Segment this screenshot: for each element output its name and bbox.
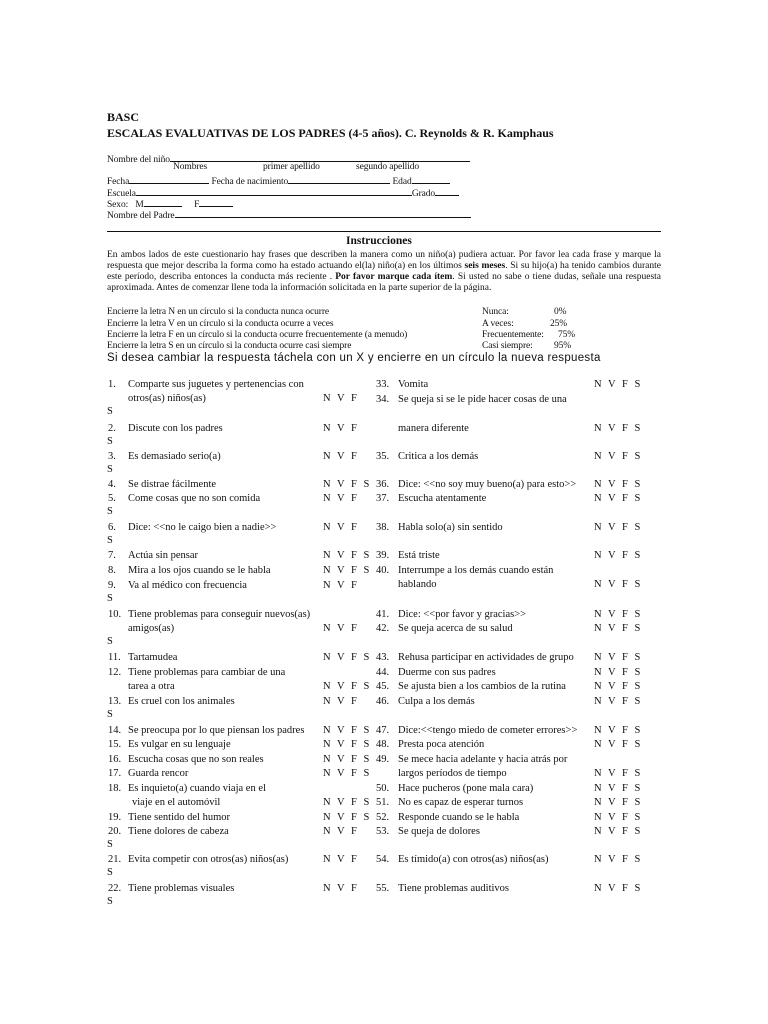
item-text: Presta poca atención (398, 739, 485, 750)
response-options[interactable]: N V F S (594, 550, 643, 561)
item-text: Tiene problemas auditivos (398, 883, 510, 894)
response-option-s[interactable]: S (107, 839, 115, 850)
item-number: 48. (376, 739, 390, 750)
response-options[interactable]: N V F S (323, 565, 372, 576)
birthdate-label: Fecha de nacimiento (211, 177, 289, 187)
item-number: 54. (376, 854, 390, 865)
item-text: manera diferente (398, 423, 469, 434)
item-number: 33. (376, 379, 390, 390)
item-number: 6. (108, 522, 116, 533)
item-number: 40. (376, 565, 390, 576)
item-text: Tiene problemas para conseguir nuevos(as) (128, 609, 311, 620)
item-text: Habla solo(a) sin sentido (398, 522, 503, 533)
rule-percent: 95% (554, 341, 572, 351)
item-text: Mira a los ojos cuando se le habla (128, 565, 271, 576)
item-number: 13. (108, 696, 122, 707)
school-label: Escuela (107, 189, 136, 199)
document-subtitle: ESCALAS EVALUATIVAS DE LOS PADRES (4-5 años). C. Reynolds & R. Kamphaus (107, 126, 554, 140)
item-number: 53. (376, 826, 390, 837)
response-options[interactable]: N V F (323, 522, 359, 533)
sex-f-input[interactable] (199, 197, 233, 207)
document-title: BASC (107, 110, 140, 124)
item-text: Dice: <<no le caigo bien a nadie>> (128, 522, 277, 533)
item-number: 43. (376, 652, 390, 663)
item-text: Come cosas que no son comida (128, 493, 261, 504)
response-options[interactable]: N V F S (323, 754, 372, 765)
response-option-s[interactable]: S (107, 867, 115, 878)
item-number: 7. (108, 550, 116, 561)
instructions-text-2: . Si su hijo(a) ha tenido cambios durante este período, describa entonces la conducta más reciente . (107, 261, 661, 282)
item-number: 15. (108, 739, 122, 750)
item-text: Está triste (398, 550, 440, 561)
response-options[interactable]: N V F S (323, 812, 372, 823)
instructions-paragraph (107, 250, 661, 294)
response-option-s[interactable]: S (107, 709, 115, 720)
response-options[interactable]: N V F S (594, 768, 643, 779)
item-number: 18. (108, 783, 122, 794)
item-number: 16. (108, 754, 122, 765)
school-input[interactable] (136, 186, 412, 196)
response-options[interactable]: N V F S (323, 768, 372, 779)
response-options[interactable]: N V F S (594, 423, 643, 434)
response-options[interactable]: N V F S (594, 826, 643, 837)
rule-label: Casi siempre: (482, 341, 533, 351)
response-options[interactable]: N V F S (594, 883, 643, 894)
change-instruction: Si desea cambiar la respuesta táchela con un X y encierre en un círculo la nueva respuesta (107, 352, 601, 364)
response-options[interactable]: N V F (323, 423, 359, 434)
item-number: 44. (376, 667, 390, 678)
item-text: Tiene dolores de cabeza (128, 826, 229, 837)
response-options[interactable]: N V F S (594, 681, 643, 692)
item-text: Se preocupa por lo que piensan los padres (128, 725, 305, 736)
response-options[interactable]: N V F S (594, 783, 643, 794)
response-option-s[interactable]: S (107, 535, 115, 546)
grade-label: Grado (411, 189, 436, 199)
item-text: Es vulgar en su lenguaje (128, 739, 231, 750)
rule-text: Encierre la letra S en un círculo si la conducta ocurre casi siempre (107, 341, 352, 351)
item-text: Es inquieto(a) cuando viaja en el (128, 783, 266, 794)
item-text: Escucha cosas que no son reales (128, 754, 264, 765)
child-name-input[interactable] (170, 152, 470, 162)
item-number: 22. (108, 883, 122, 894)
response-options[interactable]: N V F (323, 826, 359, 837)
item-text: Critica a los demás (398, 451, 479, 462)
response-options[interactable]: N V F (323, 696, 359, 707)
response-options[interactable]: N V F S (594, 522, 643, 533)
response-option-s[interactable]: S (107, 896, 115, 907)
rule-percent: 75% (558, 330, 576, 340)
child-name-label: Nombre del niño (107, 155, 170, 165)
response-option-s[interactable]: S (107, 506, 115, 517)
item-text: No es capaz de esperar turnos (398, 797, 524, 808)
sex-f-label: F (194, 200, 200, 210)
item-text: Es tímido(a) con otros(as) niños(as) (398, 854, 549, 865)
item-text: Rehusa participar en actividades de grupo (398, 652, 574, 663)
response-options[interactable]: N V F S (594, 812, 643, 823)
section-divider (107, 231, 661, 232)
item-text: Se mece hacia adelante y hacia atrás por (398, 754, 568, 765)
response-options[interactable]: N V F S (594, 652, 643, 663)
rule-text: Encierre la letra V en un círculo si la conducta ocurre a veces (107, 319, 334, 329)
response-options[interactable]: N V F S (594, 696, 643, 707)
item-text: Actúa sin pensar (128, 550, 198, 561)
response-option-s[interactable]: S (107, 406, 115, 417)
response-options[interactable]: N V F (323, 623, 359, 634)
item-number: 12. (108, 667, 122, 678)
response-option-s[interactable]: S (107, 436, 115, 447)
name-part-nombres: Nombres (173, 162, 208, 172)
item-text: Responde cuando se le habla (398, 812, 520, 823)
item-text: amigos(as) (128, 623, 175, 634)
response-options[interactable]: N V F S (594, 797, 643, 808)
response-options[interactable]: N V F S (594, 379, 643, 390)
response-options[interactable]: N V F S (323, 681, 372, 692)
item-text: Se queja de dolores (398, 826, 480, 837)
rule-text: Encierre la letra N en un círculo si la conducta nunca ocurre (107, 307, 330, 317)
item-text: Culpa a los demás (398, 696, 475, 707)
item-text: Guarda rencor (128, 768, 189, 779)
item-number: 50. (376, 783, 390, 794)
item-number: 49. (376, 754, 390, 765)
item-text: Se queja si se le pide hacer cosas de una (398, 394, 567, 405)
grade-input[interactable] (435, 186, 459, 196)
sex-m-input[interactable] (144, 197, 182, 207)
response-option-s[interactable]: S (107, 636, 115, 647)
response-options[interactable]: N V F S (594, 667, 643, 678)
item-number: 45. (376, 681, 390, 692)
item-number: 36. (376, 479, 390, 490)
item-text: Tiene sentido del humor (128, 812, 230, 823)
item-text: Tiene problemas visuales (128, 883, 235, 894)
item-text: Vomita (398, 379, 429, 390)
response-options[interactable]: N V F S (594, 579, 643, 590)
item-number: 8. (108, 565, 116, 576)
instructions-bold-2: Por favor marque cada ítem (335, 272, 453, 282)
birthdate-input[interactable] (288, 174, 390, 184)
item-text: largos períodos de tiempo (398, 768, 507, 779)
item-number: 41. (376, 609, 390, 620)
item-number: 5. (108, 493, 116, 504)
item-text: Se distrae fácilmente (128, 479, 217, 490)
name-part-primer-apellido: primer apellido (263, 162, 320, 172)
item-number: 38. (376, 522, 390, 533)
item-text: Evita competir con otros(as) niños(as) (128, 854, 289, 865)
rule-label: A veces: (482, 319, 514, 329)
field-parent-row (107, 208, 471, 221)
response-options[interactable]: N V F S (323, 725, 372, 736)
age-input[interactable] (412, 174, 450, 184)
item-text: hablando (398, 579, 437, 590)
name-part-segundo-apellido: segundo apellido (356, 162, 420, 172)
parent-name-input[interactable] (175, 208, 471, 218)
item-text: otros(as) niños(as) (128, 393, 206, 404)
item-text: Tartamudea (128, 652, 178, 663)
parent-name-label: Nombre del Padre (107, 211, 175, 221)
response-options[interactable]: N V F (323, 493, 359, 504)
item-number: 14. (108, 725, 122, 736)
response-options[interactable]: N V F S (594, 739, 643, 750)
rule-label: Frecuentemente: (482, 330, 544, 340)
sex-m-label: M (135, 200, 144, 210)
item-number: 47. (376, 725, 390, 736)
item-number: 46. (376, 696, 390, 707)
response-options[interactable]: N V F S (323, 739, 372, 750)
rule-text: Encierre la letra F en un círculo si la conducta ocurre frecuentemente (a menudo) (107, 330, 408, 340)
item-text: Escucha atentamente (398, 493, 487, 504)
item-number: 39. (376, 550, 390, 561)
item-number: 34. (376, 394, 390, 405)
item-number: 17. (108, 768, 122, 779)
response-options[interactable]: N V F (323, 393, 359, 404)
item-number: 11. (108, 652, 121, 663)
item-text: Duerme con sus padres (398, 667, 496, 678)
item-text: Es demasiado serio(a) (128, 451, 221, 462)
response-options[interactable]: N V F S (594, 451, 643, 462)
item-text: Tiene problemas para cambiar de una (128, 667, 286, 678)
item-number: 55. (376, 883, 390, 894)
response-options[interactable]: N V F S (594, 609, 643, 620)
item-number: 37. (376, 493, 390, 504)
response-options[interactable]: N V F S (594, 623, 643, 634)
item-number: 2. (108, 423, 116, 434)
date-input[interactable] (129, 174, 209, 184)
instructions-heading: Instrucciones (346, 235, 412, 247)
response-option-s[interactable]: S (107, 464, 115, 475)
response-options[interactable]: N V F S (323, 550, 372, 561)
instructions-bold-1: seis meses (464, 261, 506, 271)
response-options[interactable]: N V F (323, 854, 359, 865)
rule-label: Nunca: (482, 307, 509, 317)
item-number: 35. (376, 451, 390, 462)
response-options[interactable]: N V F S (323, 652, 372, 663)
item-number: 19. (108, 812, 122, 823)
response-option-s[interactable]: S (107, 593, 115, 604)
response-options[interactable]: N V F S (323, 479, 372, 490)
item-number: 10. (108, 609, 122, 620)
item-number: 52. (376, 812, 390, 823)
item-number: 4. (108, 479, 116, 490)
instructions-text-1: En ambos lados de este cuestionario hay frases que describen la manera como un niño(a) pudiera actuar. Por favor lea cada frase y marque la respuesta que mejor describa la forma como ha estado actuando el(la) niño(a) en los últimos (107, 250, 661, 271)
age-label: Edad (392, 177, 412, 187)
response-options[interactable]: N V F (323, 451, 359, 462)
sex-label: Sexo: (107, 200, 129, 210)
item-number: 3. (108, 451, 116, 462)
response-options[interactable]: N V F S (323, 797, 372, 808)
item-text: Comparte sus juguetes y pertenencias con (128, 379, 304, 390)
rule-percent: 25% (550, 319, 568, 329)
item-text: Interrumpe a los demás cuando están (398, 565, 554, 576)
item-text: Discute con los padres (128, 423, 223, 434)
item-number: 21. (108, 854, 122, 865)
response-options[interactable]: N V F S (594, 854, 643, 865)
item-text: Es cruel con los animales (128, 696, 235, 707)
item-number: 1. (108, 379, 116, 390)
instructions-text-3: . Si usted no sabe o tiene dudas, señale una respuesta aproximada. Antes de comenzar llene toda la información solicitada en la parte superior de la página. (107, 272, 662, 293)
item-text: Hace pucheros (pone mala cara) (398, 783, 534, 794)
item-text: tarea a otra (128, 681, 175, 692)
item-number: 20. (108, 826, 122, 837)
response-options[interactable]: N V F S (594, 479, 643, 490)
response-options[interactable]: N V F (323, 883, 359, 894)
item-text: Dice:<<tengo miedo de cometer errores>> (398, 725, 578, 736)
rule-percent: 0% (554, 307, 567, 317)
item-number: 9. (108, 580, 116, 591)
item-text: Se queja acerca de su salud (398, 623, 513, 634)
item-text: Va al médico con frecuencia (128, 580, 247, 591)
item-text: Dice: <<no soy muy bueno(a) para esto>> (398, 479, 577, 490)
item-text: Dice: <<por favor y gracias>> (398, 609, 527, 620)
item-number: 51. (376, 797, 390, 808)
item-number: 42. (376, 623, 390, 634)
response-options[interactable]: N V F S (594, 725, 643, 736)
date-label: Fecha (107, 177, 130, 187)
response-options[interactable]: N V F S (594, 493, 643, 504)
item-text: Se ajusta bien a los cambios de la rutina (398, 681, 566, 692)
item-text: viaje en el automóvil (132, 797, 221, 808)
response-options[interactable]: N V F (323, 580, 359, 591)
